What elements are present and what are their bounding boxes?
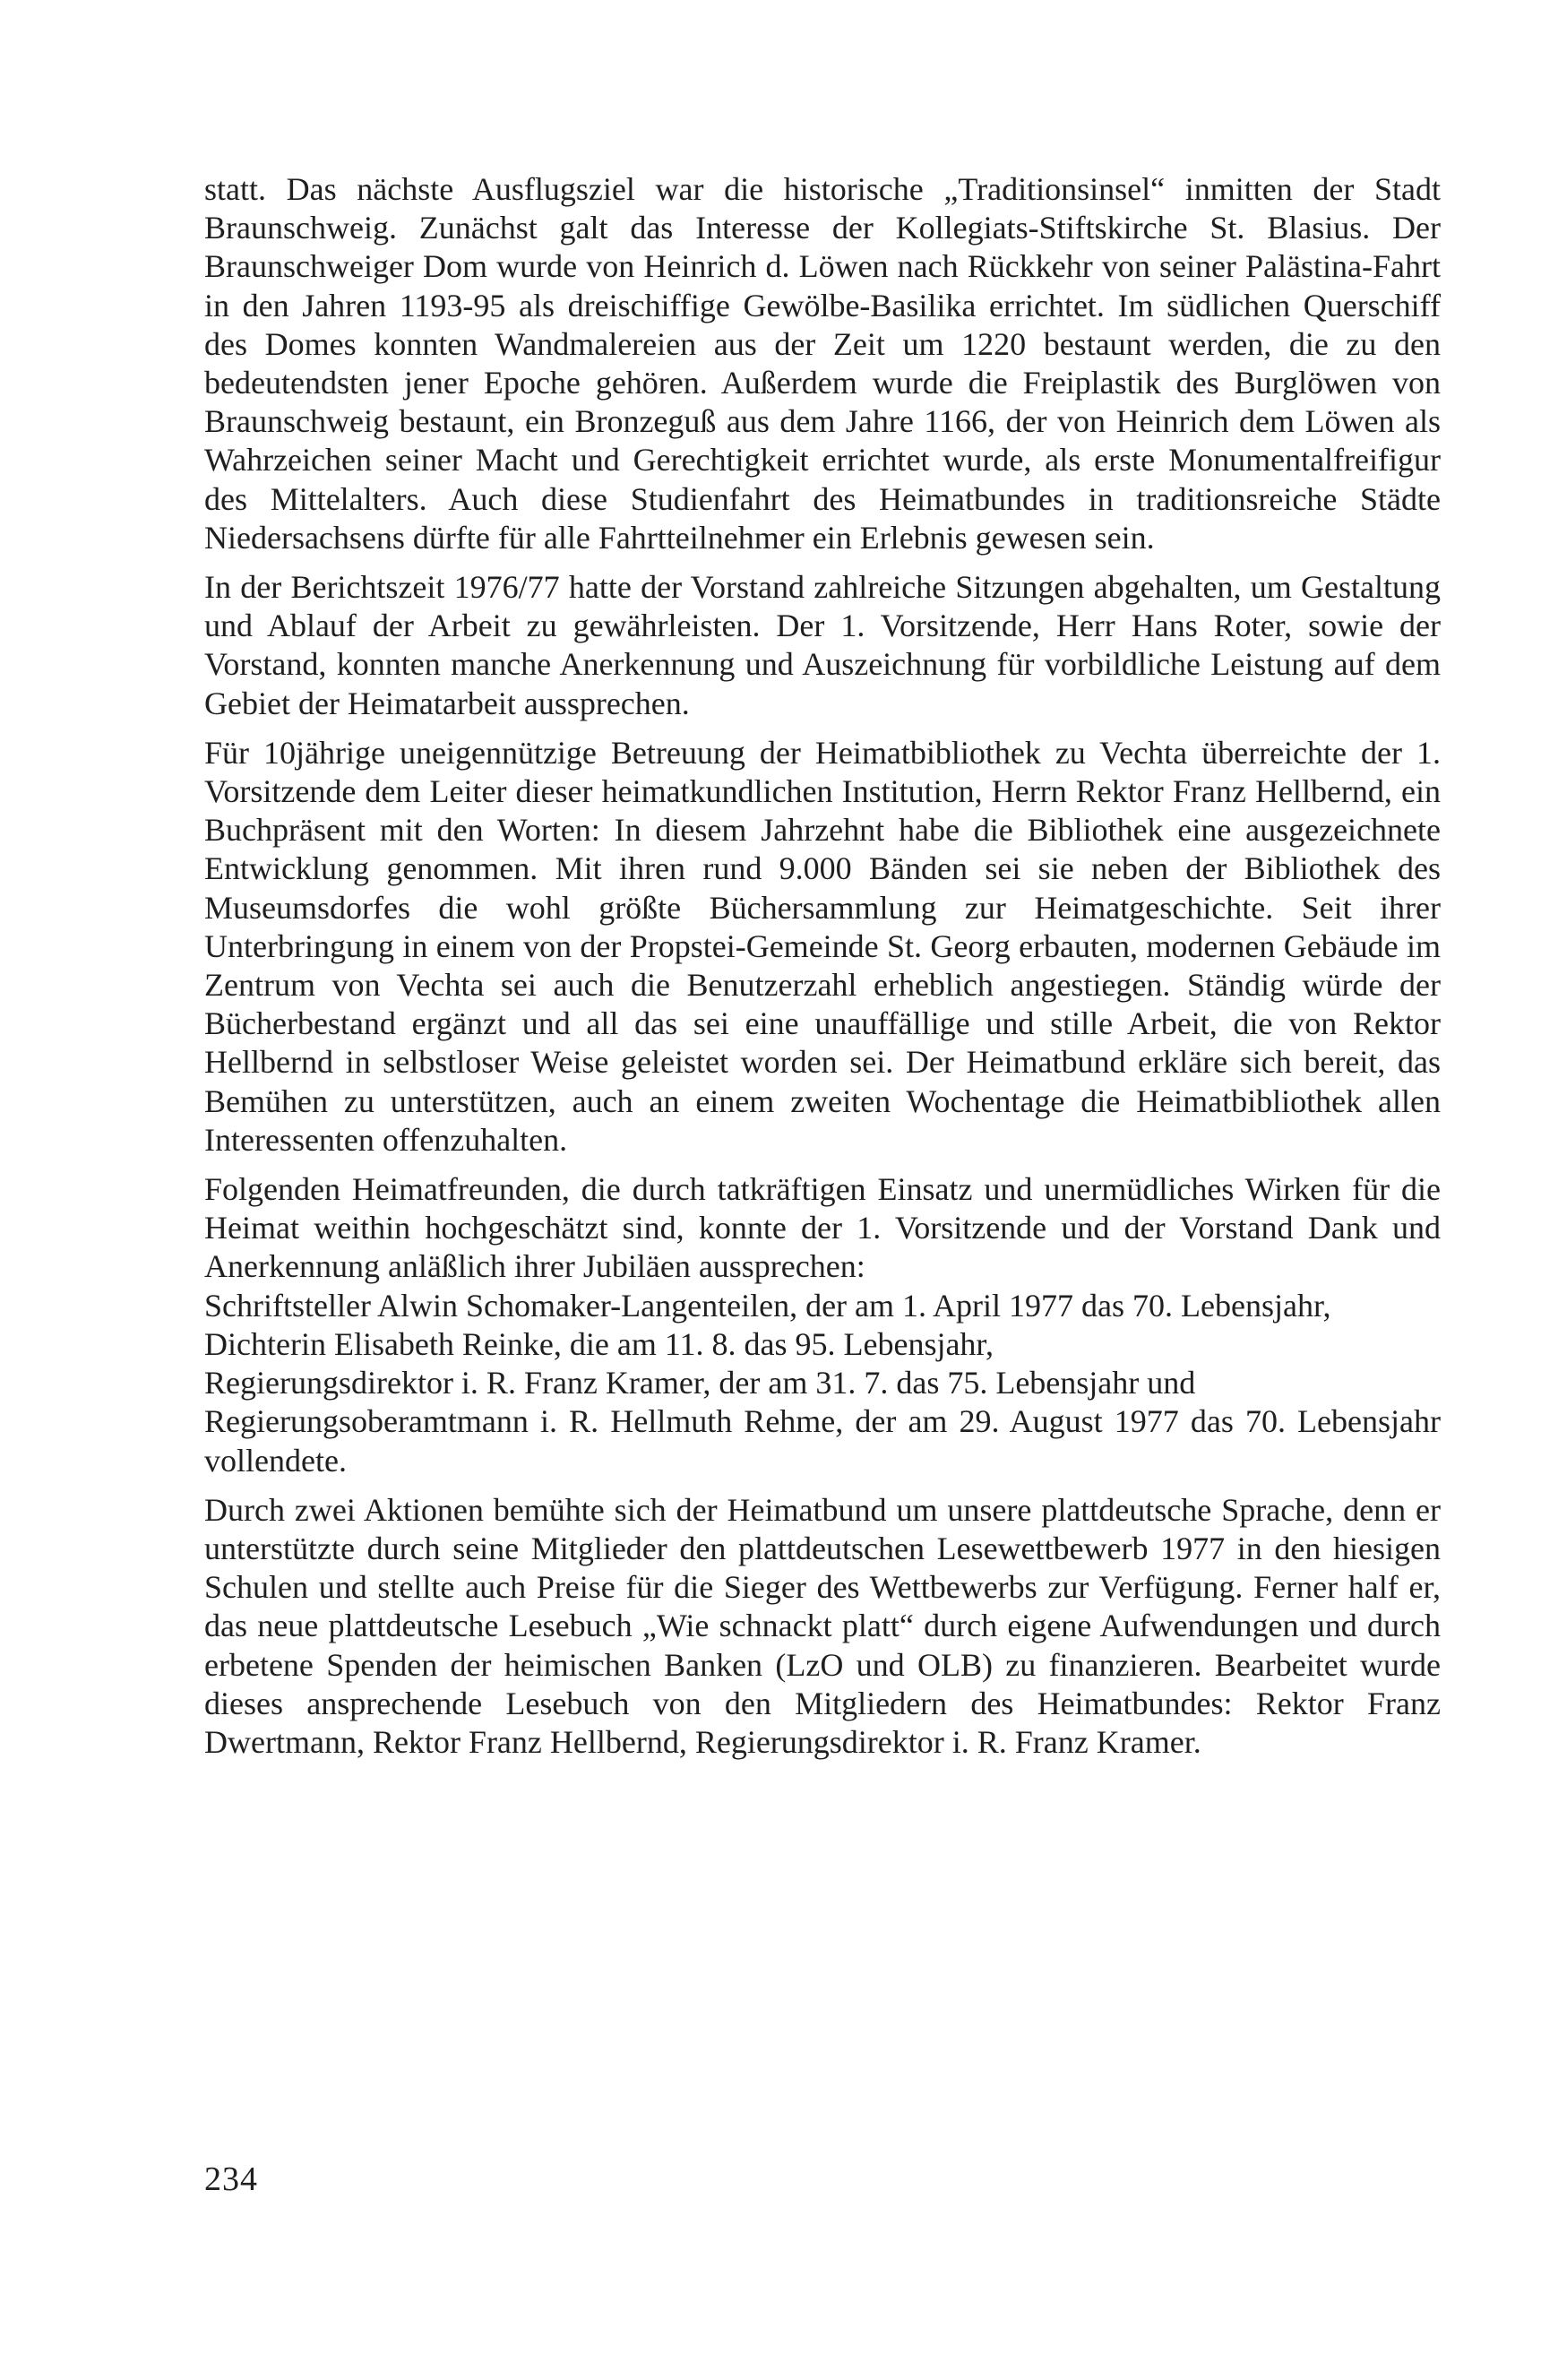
paragraph-board-report: In der Berichtszeit 1976/77 hatte der Vorstand zahlreiche Sitzungen abgehalten, um Gestaltung und Ablauf der Arbeit zu gewährleisten. Der 1. Vorsitzende, Herr Hans Roter, sowie der Vorstand, konnten manche Anerkennung und Auszeichnung für vorbildliche Leistung auf dem Gebiet der Heimatarbeit aussprechen. — [204, 569, 1441, 721]
jubilee-item: Regierungsoberamtmann i. R. Hellmuth Rehme, der am 29. August 1977 das 70. Lebensjahr vollendete. — [204, 1403, 1441, 1479]
page-number: 234 — [204, 2160, 258, 2198]
paragraph-braunschweig-trip: statt. Das nächste Ausflugsziel war die historische „Traditionsinsel“ inmitten der Stadt Braunschweig. Zunächst galt das Interesse der Kollegiats-Stiftskirche St. Blasius. Der Braunschweiger Dom wurde von Heinrich d. Löwen nach Rückkehr von seiner Palästina-Fahrt in den Jahren 1193-95 als dreischiffige Gewölbe-Basilika errichtet. Im südlichen Querschiff des Domes konnten Wandmalereien aus der Zeit um 1220 bestaunt werden, die zu den bedeutendsten jener Epoche gehören. Außerdem wurde die Freiplastik des Burglöwen von Braunschweig bestaunt, ein Bronzeguß aus dem Jahre 1166, der von Heinrich dem Löwen als Wahrzeichen seiner Macht und Gerechtigkeit errichtet wurde, als erste Monumentalfreifigur des Mittelalters. Auch diese Studienfahrt des Heimatbundes in traditionsreiche Städte Niedersachsens dürfte für alle Fahrtteilnehmer ein Erlebnis gewesen sein. — [204, 171, 1441, 556]
paragraph-library-honor: Für 10jährige uneigennützige Betreuung der Heimatbibliothek zu Vechta überreichte der 1. Vorsitzende dem Leiter dieser heimatkundlichen Institution, Herrn Rektor Franz Hellbernd, ein Buchpräsent mit den Worten: In diesem Jahrzehnt habe die Bibliothek eine ausgezeichnete Entwicklung genommen. Mit ihren rund 9.000 Bänden sei sie neben der Bibliothek des Museumsdorfes die wohl größte Büchersammlung zur Heimatgeschichte. Seit ihrer Unterbringung in einem von der Propstei-Gemeinde St. Georg erbauten, modernen Gebäude im Zentrum von Vechta sei auch die Benutzerzahl erheblich angestiegen. Ständig würde der Bücherbestand ergänzt und all das sei eine unauffällige und stille Arbeit, die von Rektor Hellbernd in selbstloser Weise geleistet worden sei. Der Heimatbund erkläre sich bereit, das Bemühen zu unterstützen, auch an einem zweiten Wochentage die Heimatbibliothek allen Interessenten offenzuhalten. — [204, 734, 1441, 1158]
jubilee-item: Dichterin Elisabeth Reinke, die am 11. 8. das 95. Lebensjahr, — [204, 1325, 994, 1362]
jubilee-item: Regierungsdirektor i. R. Franz Kramer, der am 31. 7. das 75. Lebensjahr und — [204, 1365, 1196, 1401]
document-page — [204, 170, 1441, 1772]
jubilee-item: Schriftsteller Alwin Schomaker-Langenteilen, der am 1. April 1977 das 70. Lebensjahr, — [204, 1287, 1331, 1324]
paragraph-jubilees-intro: Folgenden Heimatfreunden, die durch tatkräftigen Einsatz und unermüdliches Wirken für die Heimat weithin hochgeschätzt sind, konnte der 1. Vorsitzende und der Vorstand Dank und Anerkennung anläßlich ihrer Jubiläen aussprechen: — [204, 1171, 1441, 1285]
paragraph-plattdeutsch: Durch zwei Aktionen bemühte sich der Heimatbund um unsere plattdeutsche Sprache, denn er unterstützte durch seine Mitglieder den plattdeutschen Lesewettbewerb 1977 in den hiesigen Schulen und stellte auch Preise für die Sieger des Wettbewerbs zur Verfügung. Ferner half er, das neue plattdeutsche Lesebuch „Wie schnackt platt“ durch eigene Aufwendungen und durch erbetene Spenden der heimischen Banken (LzO und OLB) zu finanzieren. Bearbeitet wurde dieses ansprechende Lesebuch von den Mitgliedern des Heimatbundes: Rektor Franz Dwertmann, Rektor Franz Hellbernd, Regierungsdirektor i. R. Franz Kramer. — [204, 1491, 1441, 1760]
jubilees-list — [204, 1287, 1441, 1480]
